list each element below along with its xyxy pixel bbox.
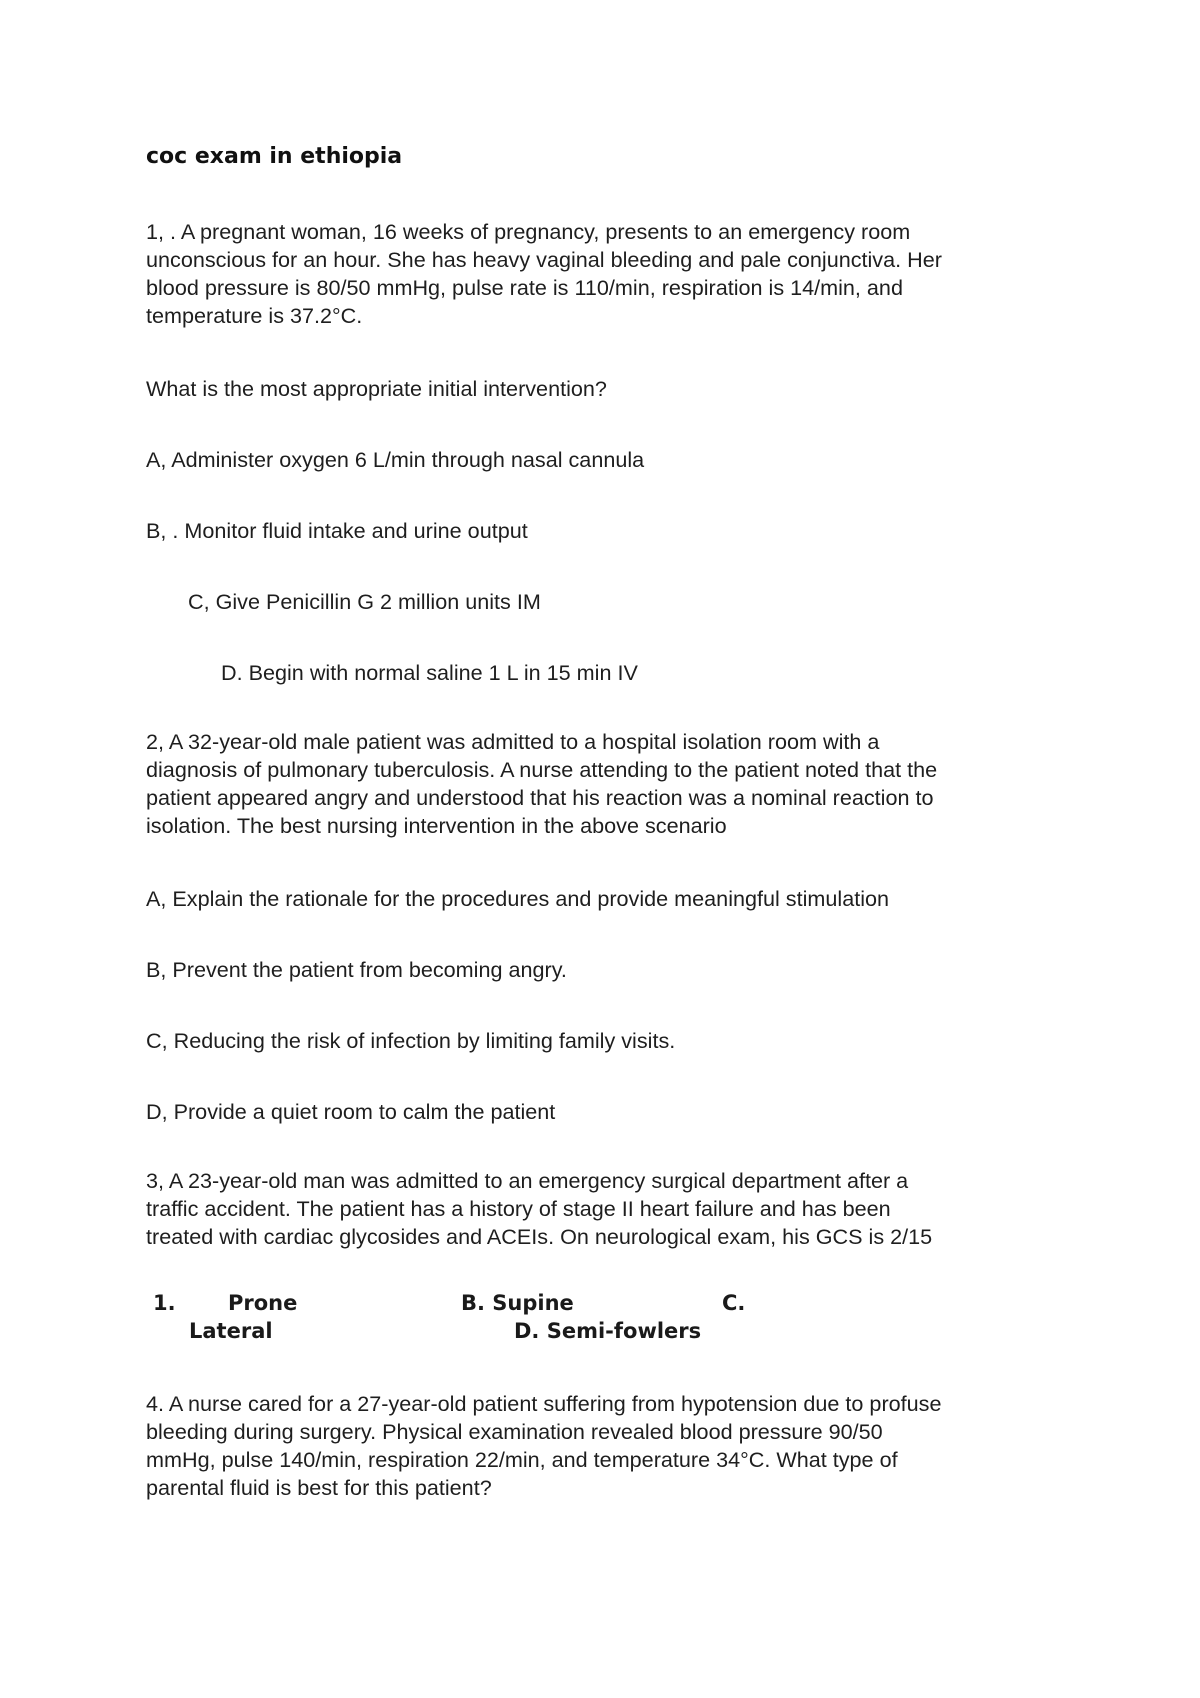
question-3-text [146, 1167, 1066, 1251]
question-1-line: blood pressure is 80/50 mmHg, pulse rate is 110/min, respiration is 14/min, and [146, 275, 903, 300]
question-2-option-d: D, Provide a quiet room to calm the patient [146, 1099, 556, 1124]
question-3-option-d: D. Semi-fowlers [514, 1319, 702, 1343]
question-3-line: traffic accident. The patient has a history of stage II heart failure and has been [146, 1196, 891, 1221]
document-title: coc exam in ethiopia [146, 144, 403, 169]
question-4-line: 4. A nurse cared for a 27-year-old patient suffering from hypotension due to profuse [146, 1391, 942, 1416]
question-2-option-b: B, Prevent the patient from becoming angry. [146, 957, 567, 982]
question-1-option-b: B, . Monitor fluid intake and urine output [146, 518, 528, 543]
question-2-option-c: C, Reducing the risk of infection by limiting family visits. [146, 1028, 676, 1053]
question-1-option-c: C, Give Penicillin G 2 million units IM [188, 589, 541, 614]
question-1-line: temperature is 37.2°C. [146, 303, 363, 328]
question-1-option-d: D. Begin with normal saline 1 L in 15 min IV [221, 660, 638, 685]
question-1-prompt: What is the most appropriate initial intervention? [146, 376, 607, 401]
question-2-line: diagnosis of pulmonary tuberculosis. A nurse attending to the patient noted that the [146, 757, 938, 782]
question-3-line: treated with cardiac glycosides and ACEIs. On neurological exam, his GCS is 2/15 [146, 1224, 933, 1249]
question-2-text [146, 728, 1066, 840]
question-3-option-a: Prone [228, 1291, 298, 1315]
question-1-option-a: A, Administer oxygen 6 L/min through nasal cannula [146, 447, 645, 472]
question-1-text [146, 218, 1066, 330]
question-3-option-b: B. Supine [461, 1291, 574, 1315]
question-1-line: 1, . A pregnant woman, 16 weeks of pregnancy, presents to an emergency room [146, 219, 911, 244]
question-4-text [146, 1390, 1066, 1502]
question-4-line: parental fluid is best for this patient? [146, 1475, 492, 1500]
question-3-list-number: 1. [153, 1291, 176, 1315]
question-3-line: 3, A 23-year-old man was admitted to an emergency surgical department after a [146, 1168, 909, 1193]
question-3-option-c-continued: Lateral [189, 1319, 273, 1343]
question-4-line: mmHg, pulse 140/min, respiration 22/min, and temperature 34°C. What type of [146, 1447, 898, 1472]
question-2-line: 2, A 32-year-old male patient was admitted to a hospital isolation room with a [146, 729, 880, 754]
question-3-option-c: C. [722, 1291, 746, 1315]
question-2-line: patient appeared angry and understood that his reaction was a nominal reaction to [146, 785, 934, 810]
question-2-line: isolation. The best nursing intervention in the above scenario [146, 813, 727, 838]
question-2-option-a: A, Explain the rationale for the procedures and provide meaningful stimulation [146, 886, 890, 911]
question-4-line: bleeding during surgery. Physical examination revealed blood pressure 90/50 [146, 1419, 883, 1444]
question-1-line: unconscious for an hour. She has heavy vaginal bleeding and pale conjunctiva. Her [146, 247, 942, 272]
